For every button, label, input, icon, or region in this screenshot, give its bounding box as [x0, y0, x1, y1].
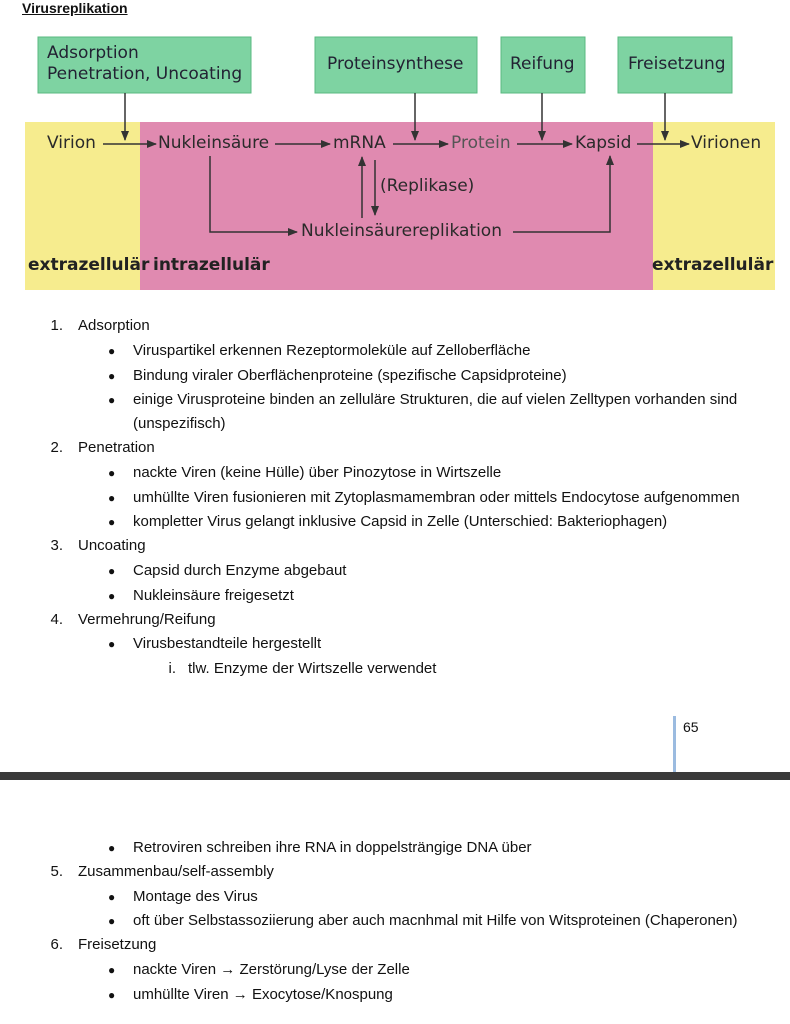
node-nukleinsaeure: Nukleinsäure: [158, 133, 270, 153]
node-nukleinsaeurereplikation: Nukleinsäurereplikation: [301, 221, 502, 241]
box-freisetzung-label: Freisetzung: [628, 54, 726, 74]
box-adsorption-label: Adsorption Penetration, Uncoating: [47, 43, 243, 84]
page-number: 65: [683, 719, 699, 735]
node-mrna: mRNA: [333, 133, 386, 153]
node-virion: Virion: [47, 133, 96, 153]
node-virionen: Virionen: [691, 133, 762, 153]
page-number-rule: [673, 716, 676, 772]
zone-label-extracellular-left: extrazellulär: [28, 255, 150, 275]
virus-replication-diagram: [25, 32, 775, 292]
node-kapsid: Kapsid: [575, 133, 632, 153]
zone-label-intracellular: intrazellulär: [153, 255, 270, 275]
box-proteinsynthese-label: Proteinsynthese: [327, 54, 464, 74]
zone-label-extracellular-right: extrazellulär: [652, 255, 774, 275]
page-title: Virusreplikation: [22, 0, 128, 16]
box-reifung-label: Reifung: [510, 54, 575, 74]
node-replikase: (Replikase): [380, 176, 475, 196]
page-divider: [0, 772, 790, 780]
node-protein: Protein: [451, 133, 511, 153]
